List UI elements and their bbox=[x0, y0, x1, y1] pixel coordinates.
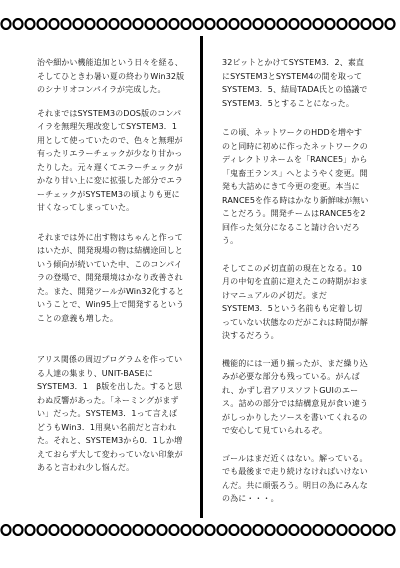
chain-link bbox=[158, 525, 167, 535]
left-column bbox=[37, 56, 185, 485]
chain-link bbox=[206, 19, 215, 29]
chain-link bbox=[2, 19, 11, 29]
chain-link bbox=[290, 525, 299, 535]
chain-link bbox=[278, 525, 287, 535]
chain-link bbox=[206, 525, 215, 535]
chain-link bbox=[218, 19, 227, 29]
chain-link bbox=[338, 525, 347, 535]
chain-link bbox=[266, 525, 275, 535]
paragraph: それまでは外に出す物はちゃんと作ってはいたが、開発現場の物は結構途回しという傾向が続いていた中、このコンパイラの登場で、開発環境はかなり改善された。また、開発ツールがWin32化するということで、Win95上で開発するということの意義も増した。 bbox=[37, 232, 185, 323]
chain-link bbox=[254, 525, 263, 535]
chain-link bbox=[74, 525, 83, 535]
chain-link bbox=[362, 525, 371, 535]
bottom-chain-border bbox=[0, 524, 400, 536]
chain-link bbox=[194, 525, 203, 535]
top-chain-border bbox=[0, 18, 400, 30]
chain-link bbox=[110, 19, 119, 29]
chain-link bbox=[86, 19, 95, 29]
chain-link bbox=[302, 19, 311, 29]
paragraph: アリス関係の周辺プログラムを作っている人達の集まり、UNIT-BASEにSYSTEM3．1 β版を出した。すると思わぬ反響があった。「ネーミングがまずい」だった。SYSTEM3．1って言えばどうもWin3．1用臭い名前だと言われた。それと、SYSTEM3から0．1しか増えておらず大して変わっていない印象があると言われ少し悩んだ。 bbox=[37, 355, 183, 472]
chain-link bbox=[146, 19, 155, 29]
chain-link bbox=[218, 525, 227, 535]
chain-link bbox=[374, 525, 383, 535]
chain-link bbox=[86, 525, 95, 535]
chain-link bbox=[326, 19, 335, 29]
chain-link bbox=[62, 19, 71, 29]
right-column bbox=[222, 56, 370, 516]
chain-link bbox=[230, 525, 239, 535]
chain-link bbox=[50, 19, 59, 29]
chain-link bbox=[386, 525, 395, 535]
chain-link bbox=[386, 19, 395, 29]
chain-link bbox=[362, 19, 371, 29]
chain-link bbox=[350, 19, 359, 29]
chain-link bbox=[98, 525, 107, 535]
chain-link bbox=[170, 19, 179, 29]
chain-link bbox=[2, 525, 11, 535]
chain-link bbox=[326, 525, 335, 535]
chain-link bbox=[50, 525, 59, 535]
chain-link bbox=[122, 19, 131, 29]
paragraph: 32ビットとかけてSYSTEM3．2、素直にSYSTEM3とSYSTEM4の間を取ってSYSTEM3．5、結局TADA氏との協議でSYSTEM3．5とすることになった。 bbox=[222, 58, 368, 108]
chain-link bbox=[38, 19, 47, 29]
chain-link bbox=[290, 19, 299, 29]
paragraph: そしてこの〆切直前の現在となる。10月の中旬を直前に迎えたこの時期がおまけマニュアルの〆切だ。まだSYSTEM3．5という名前もも定着し切っていない状態なのだがこれは時間が解決するだろう。 bbox=[222, 263, 368, 340]
chain-link bbox=[134, 19, 143, 29]
chain-link bbox=[242, 525, 251, 535]
paragraph: それまではSYSTEM3のDOS版のコンパイラを無理矢理改変してSYSTEM3．1用として使っていたので、色々と無理が有ったリエラーチェックが少なり甘かったりした。元々遅くてエラーチェックがかなり甘い上に変に拡張した部分でエラーチェックがSYSTEM3の頃よりも更に甘くなってしまっていた。 bbox=[37, 108, 183, 212]
chain-link bbox=[146, 525, 155, 535]
paragraph: この頃、ネットワークのHDDを増やすのと同時に初めに作ったネットワークのディレクトリネームを「RANCE5」から「鬼畜王ランス」へとようやく変更。開発も大詰めにきて今更の変更。本当にRANCE5を作る時はかなり新鮮味が無いことだろう。開発チームはRANCE5を2回作った気分になること請け合いだろう。 bbox=[222, 128, 369, 245]
chain-link bbox=[314, 19, 323, 29]
chain-link bbox=[338, 19, 347, 29]
chain-link bbox=[374, 19, 383, 29]
chain-link bbox=[302, 525, 311, 535]
chain-link bbox=[122, 525, 131, 535]
chain-link bbox=[278, 19, 287, 29]
column-divider bbox=[200, 36, 203, 518]
chain-link bbox=[26, 525, 35, 535]
chain-link bbox=[182, 19, 191, 29]
chain-link bbox=[62, 525, 71, 535]
paragraph: ゴールはまだ近くはない。解っている。でも最後まで走り続けなければいけないんだ。共に頑張ろう。明日の為にみんなの為に・・・。 bbox=[222, 453, 368, 503]
chain-link bbox=[38, 525, 47, 535]
chain-link bbox=[14, 19, 23, 29]
chain-link bbox=[194, 19, 203, 29]
chain-link bbox=[230, 19, 239, 29]
chain-link bbox=[14, 525, 23, 535]
chain-link bbox=[266, 19, 275, 29]
chain-link bbox=[170, 525, 179, 535]
chain-link bbox=[26, 19, 35, 29]
chain-link bbox=[314, 525, 323, 535]
paragraph: 治や細かい機能追加という日々を経る、そしてひときわ暑い夏の終わりWin32版のシナリオコンパイラが完成した。 bbox=[37, 58, 185, 94]
chain-link bbox=[98, 19, 107, 29]
chain-link bbox=[110, 525, 119, 535]
chain-link bbox=[182, 525, 191, 535]
chain-link bbox=[134, 525, 143, 535]
chain-link bbox=[242, 19, 251, 29]
chain-link bbox=[350, 525, 359, 535]
paragraph: 機能的には一通り揃ったが、まだ繰り込みが必要な部分も残っている。がんばれ、かずし君アリスソフトGUIのエース。詰めの部分では結構意見が食い違うがしっかりしたソースを書いてくれるので安心して見ていられるぞ。 bbox=[222, 358, 369, 435]
chain-link bbox=[74, 19, 83, 29]
chain-link bbox=[254, 19, 263, 29]
chain-link bbox=[158, 19, 167, 29]
